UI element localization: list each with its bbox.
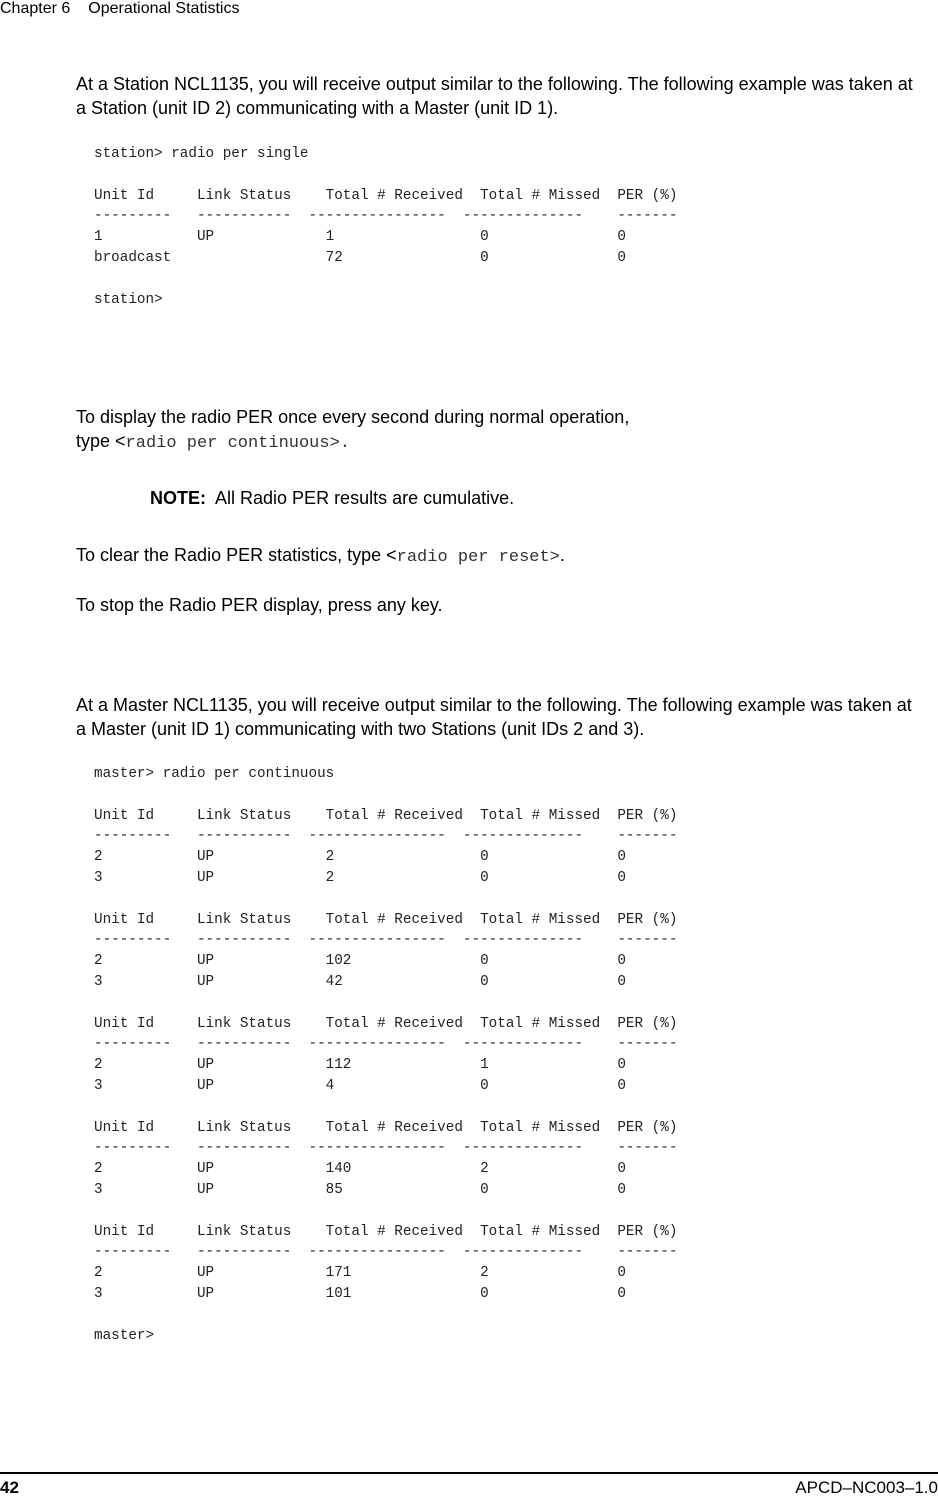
document-id: APCD–NC003–1.0 xyxy=(795,1478,938,1497)
master-terminal-output: master> radio per continuous Unit Id Link Status Total # Received Total # Missed PER (%) --------- ----------- ---------------- -------------- ------- 2 UP 2 0 0 3 UP 2 0 0 Unit Id Link Status Total # Received Total # Missed PER (%) --------- ----------- ---------------- -------------- ------- 2 UP 102 0 0 3 UP 42 0 0 Unit Id Link Status Total # Received Total # Missed PER (%) --------- ----------- ---------------- -------------- ------- 2 UP 112 1 0 3 UP 4 0 0 Unit Id Link Status Total # Received Total # Missed PER (%) --------- ----------- ---------------- -------------- ------- 2 UP 140 2 0 3 UP 85 0 0 Unit Id Link Status Total # Received Total # Missed PER (%) --------- ----------- ---------------- -------------- ------- 2 UP 171 2 0 3 UP 101 0 0 master> xyxy=(94,766,678,1344)
clear-instruction-suffix: . xyxy=(559,545,565,565)
stop-instruction: To stop the Radio PER display, press any key. xyxy=(76,595,443,615)
running-header xyxy=(0,0,239,18)
footer-rule xyxy=(0,1472,938,1474)
page-number: 42 xyxy=(0,1478,19,1497)
display-type-text: type < xyxy=(76,431,126,451)
note-label: NOTE: xyxy=(150,488,206,508)
clear-instruction-text: To clear the Radio PER statistics, type < xyxy=(76,545,397,565)
note-text: All Radio PER results are cumulative. xyxy=(215,488,515,508)
clear-command: radio per reset> xyxy=(396,548,560,567)
station-intro-paragraph: At a Station NCL1135, you will receive output similar to the following. The following example was taken at a Station (unit ID 2) communicating with a Master (unit ID 1). xyxy=(76,74,913,118)
note xyxy=(150,486,514,510)
display-command: radio per continuous>. xyxy=(125,434,350,453)
clear-instruction xyxy=(76,543,926,570)
master-intro-paragraph: At a Master NCL1135, you will receive output similar to the following. The following example was taken at a Master (unit ID 1) communicating with two Stations (unit IDs 2 and 3). xyxy=(76,695,912,739)
station-terminal-output: station> radio per single Unit Id Link Status Total # Received Total # Missed PER (%) --------- ----------- ---------------- -------------- ------- 1 UP 1 0 0 broadcast 72 0 0 station> xyxy=(94,146,678,308)
chapter-label: Chapter 6 xyxy=(0,0,71,17)
display-instruction-text: To display the radio PER once every second during normal operation, xyxy=(76,407,630,427)
display-instruction xyxy=(76,405,926,456)
chapter-title: Operational Statistics xyxy=(88,0,240,17)
